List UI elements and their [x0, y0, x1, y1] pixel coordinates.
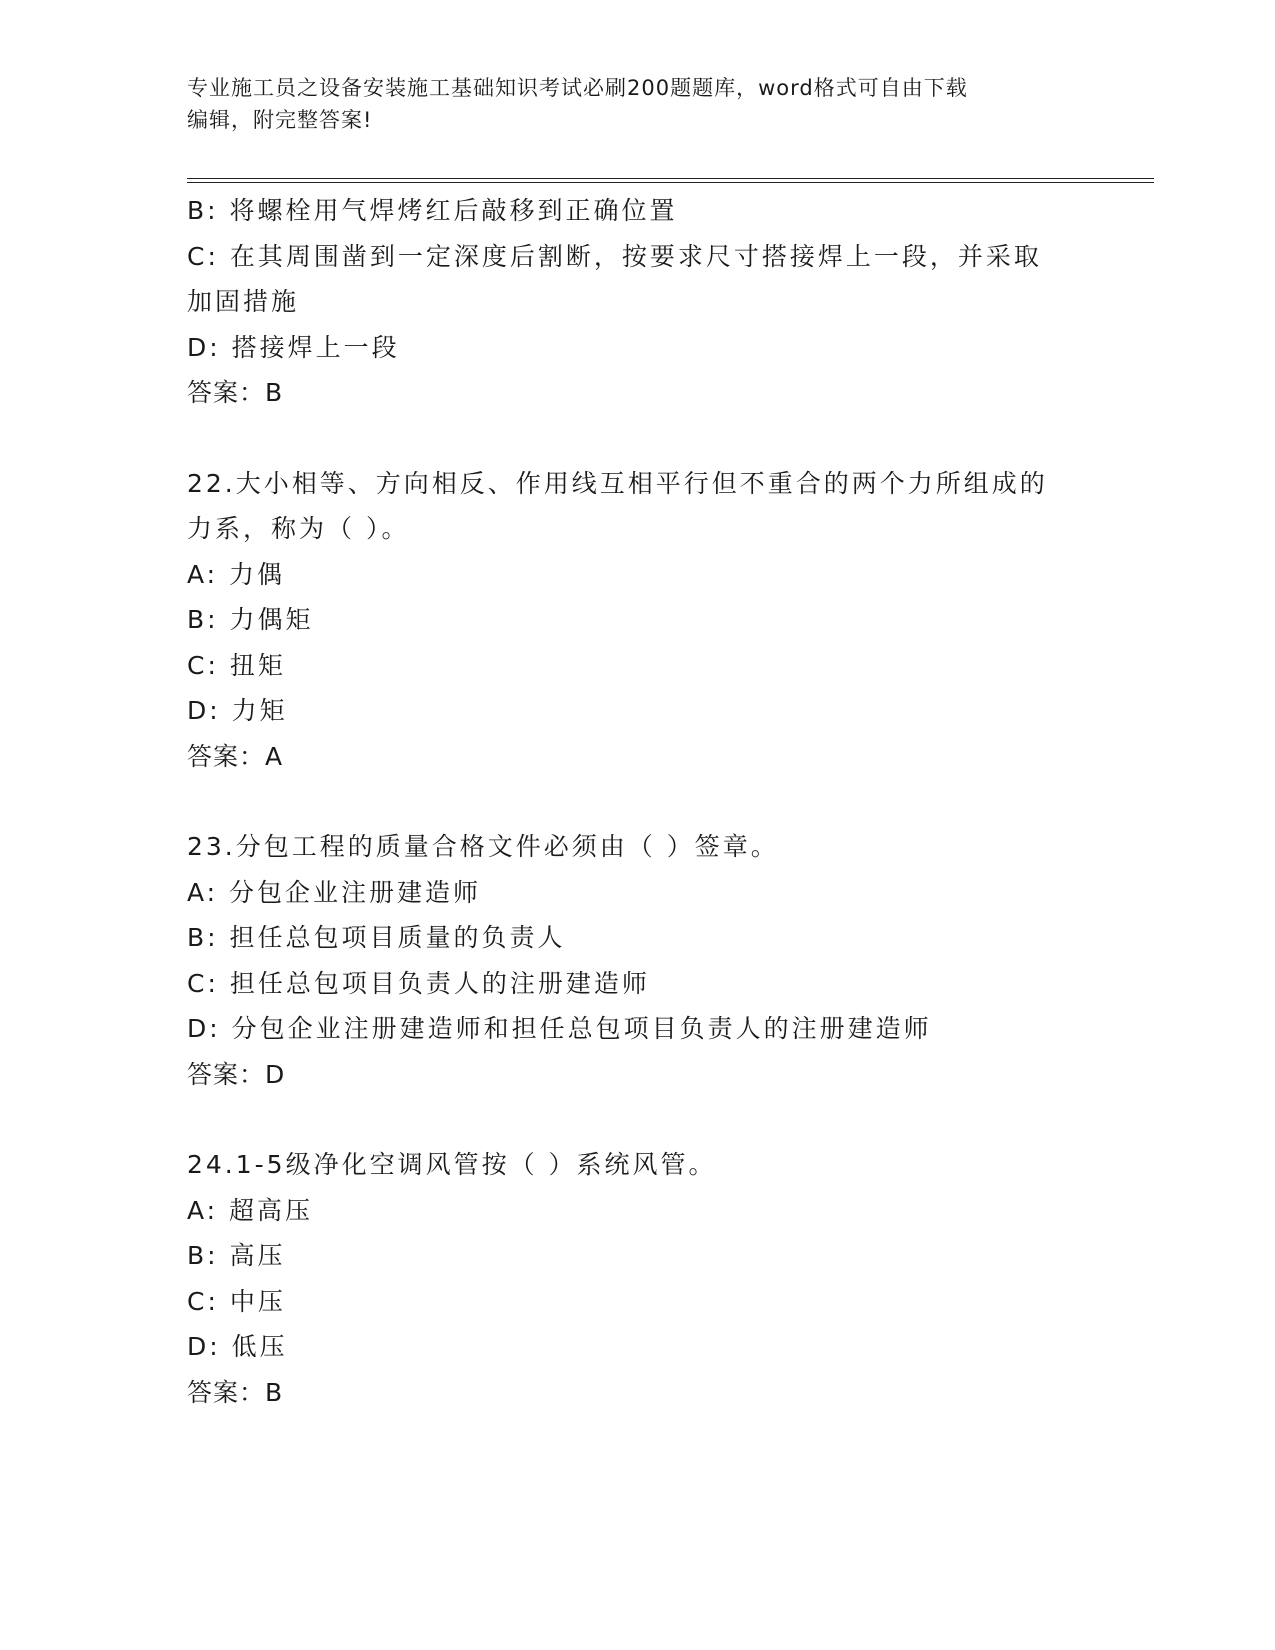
option-b: B: 力偶矩 [187, 605, 314, 634]
option-d: D: 搭接焊上一段 [187, 332, 400, 362]
spacer [187, 416, 1087, 461]
header-title-line2: 编辑，附完整答案! [187, 108, 373, 132]
spacer [187, 1097, 1087, 1142]
option-c: C: 扭矩 [187, 650, 286, 680]
option-d: D: 低压 [187, 1332, 288, 1361]
answer: 答案：B [187, 378, 284, 407]
header-double-rule [187, 178, 1154, 183]
option-d: D: 分包企业注册建造师和担任总包项目负责人的注册建造师 [187, 1014, 932, 1043]
option-d: D: 力矩 [187, 696, 288, 725]
question-stem: 24.1-5级净化空调风管按（ ）系统风管。 [187, 1150, 717, 1179]
option-c: C: 中压 [187, 1286, 286, 1316]
question-stem: 23.分包工程的质量合格文件必须由（ ）签章。 [187, 832, 779, 861]
question-block-23 [187, 824, 1087, 1097]
option-a: A: 力偶 [187, 559, 286, 589]
question-stem-line1: 22.大小相等、方向相反、作用线互相平行但不重合的两个力所组成的 [187, 468, 1048, 498]
question-block-24 [187, 1142, 1087, 1415]
spacer [187, 779, 1087, 824]
option-c: C: 担任总包项目负责人的注册建造师 [187, 968, 650, 998]
header-title-line1: 专业施工员之设备安装施工基础知识考试必刷200题题库，word格式可自由下载 [187, 76, 968, 100]
question-stem-line2: 力系，称为（ ）。 [187, 514, 410, 543]
option-b: B: 将螺栓用气焊烤红后敲移到正确位置 [187, 196, 678, 225]
document-header [187, 72, 1087, 136]
answer: 答案：B [187, 1377, 284, 1407]
option-b: B: 担任总包项目质量的负责人 [187, 923, 566, 952]
option-c-line1: C: 在其周围凿到一定深度后割断，按要求尺寸搭接焊上一段，并采取 [187, 241, 1042, 271]
option-a: A: 分包企业注册建造师 [187, 877, 482, 907]
option-b: B: 高压 [187, 1241, 286, 1270]
option-a: A: 超高压 [187, 1195, 314, 1225]
question-block-prev [187, 188, 1087, 416]
option-c-line2: 加固措施 [187, 287, 300, 316]
question-list [187, 188, 1087, 1415]
question-block-22 [187, 461, 1087, 780]
answer: 答案：D [187, 1059, 286, 1089]
answer: 答案：A [187, 741, 284, 771]
